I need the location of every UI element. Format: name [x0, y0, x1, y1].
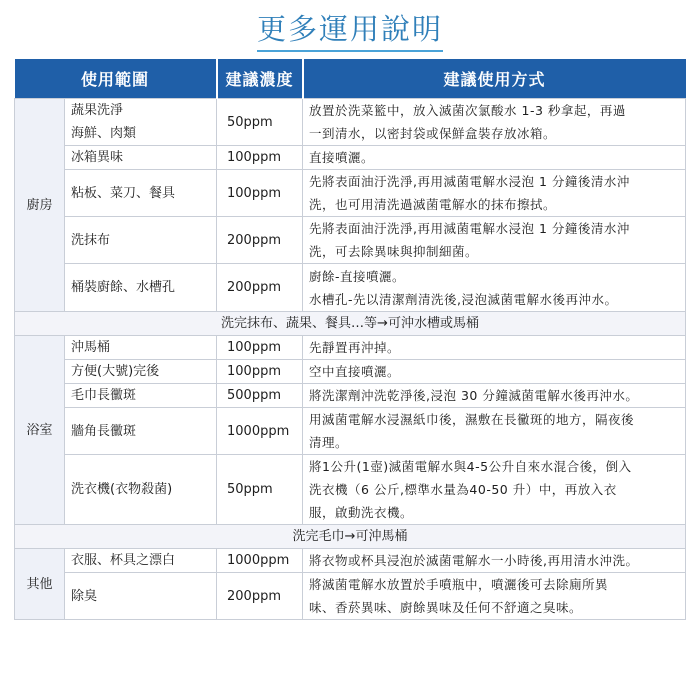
note-row: [15, 312, 686, 336]
usage-table: [14, 59, 686, 620]
category-kitchen: 廚房: [15, 99, 65, 312]
method-line: 空中直接噴灑。: [309, 364, 401, 379]
method-text: [303, 336, 686, 360]
concentration-value: 100ppm: [217, 170, 303, 217]
method-text: [303, 384, 686, 408]
table-row: [15, 573, 686, 620]
method-text: [303, 217, 686, 264]
method-line: 將衣物或杯具浸泡於滅菌電解水一小時後,再用清水沖洗。: [309, 553, 639, 568]
method-line: 廚餘-直接噴灑。: [309, 268, 406, 284]
header-row: [15, 59, 686, 99]
usage-item: [65, 146, 217, 170]
method-line: 先靜置再沖掉。: [309, 340, 401, 355]
note-bathroom: 洗完毛巾→可沖馬桶: [15, 525, 686, 549]
method-line: 清理。: [309, 435, 349, 450]
concentration-value: 200ppm: [217, 264, 303, 312]
method-line: 先將表面油汙洗淨,再用滅菌電解水浸泡 1 分鐘後清水沖: [309, 221, 630, 236]
usage-item-label: 毛巾長黴斑: [71, 388, 137, 403]
concentration-value: 50ppm: [217, 455, 303, 525]
usage-item: [65, 408, 217, 455]
table-row: [15, 455, 686, 525]
table-row: [15, 99, 686, 146]
usage-item-label: 除臭: [71, 588, 98, 604]
page-title: [0, 6, 700, 52]
concentration-value: 100ppm: [217, 360, 303, 384]
header-method: 建議使用方式: [303, 59, 686, 99]
usage-item: [65, 384, 217, 408]
header-scope: 使用範圍: [15, 59, 217, 99]
title-underline: [257, 50, 443, 52]
usage-item: [65, 336, 217, 360]
concentration-value: 200ppm: [217, 217, 303, 264]
method-text: [303, 360, 686, 384]
table-row: [15, 336, 686, 360]
usage-item: [65, 455, 217, 525]
usage-item-label: 牆角長黴斑: [71, 423, 137, 439]
method-text: [303, 573, 686, 620]
method-text: [303, 264, 686, 312]
table-row: [15, 170, 686, 217]
method-line: 放置於洗菜籃中，放入滅菌次氯酸水 1-3 秒拿起，再過: [309, 103, 626, 118]
concentration-value: 500ppm: [217, 384, 303, 408]
method-text: [303, 170, 686, 217]
usage-item-label: 沖馬桶: [71, 340, 111, 355]
method-line: 洗，可去除異味與抑制細菌。: [309, 244, 479, 259]
usage-item: [65, 549, 217, 573]
table-row: [15, 360, 686, 384]
usage-item: [65, 264, 217, 312]
method-line: 用滅菌電解水浸濕紙巾後，濕敷在長黴斑的地方，隔夜後: [309, 412, 635, 427]
usage-item: [65, 99, 217, 146]
method-line: 水槽孔-先以清潔劑清洗後,浸泡滅菌電解水後再沖水。: [309, 291, 618, 307]
note-kitchen: 洗完抹布、蔬果、餐具…等→可沖水槽或馬桶: [15, 312, 686, 336]
method-text: [303, 146, 686, 170]
method-line: 洗衣機（6 公斤,標準水量為40-50 升）中，再放入衣: [309, 482, 617, 497]
table-row: [15, 146, 686, 170]
usage-item-label: 方便(大號)完後: [71, 364, 160, 379]
method-line: 味、香菸異味、廚餘異味及任何不舒適之臭味。: [309, 600, 583, 615]
table-row: [15, 384, 686, 408]
usage-item: [65, 573, 217, 620]
usage-table-body: [15, 99, 686, 620]
method-line: 將洗潔劑沖洗乾淨後,浸泡 30 分鐘滅菌電解水後再沖水。: [309, 388, 639, 403]
concentration-value: 100ppm: [217, 336, 303, 360]
usage-item-label: 桶裝廚餘、水槽孔: [71, 280, 176, 295]
method-text: [303, 99, 686, 146]
usage-item-label: 衣服、杯具之漂白: [71, 553, 176, 568]
method-text: [303, 549, 686, 573]
method-line: 洗，也可用清洗過滅菌電解水的抹布擦拭。: [309, 197, 557, 212]
usage-item: [65, 360, 217, 384]
concentration-value: 200ppm: [217, 573, 303, 620]
concentration-value: 100ppm: [217, 146, 303, 170]
concentration-value: 50ppm: [217, 99, 303, 146]
usage-item-label: 海鮮、肉類: [71, 126, 137, 141]
table-row: [15, 264, 686, 312]
page-title-text: 更多運用說明: [256, 12, 443, 46]
table-row: [15, 408, 686, 455]
method-line: 將滅菌電解水放置於手噴瓶中，噴灑後可去除廁所異: [309, 577, 609, 592]
method-line: 將1公升(1壺)滅菌電解水與4-5公升自來水混合後，倒入: [309, 459, 632, 474]
method-line: 服，啟動洗衣機。: [309, 505, 414, 520]
concentration-value: 1000ppm: [217, 549, 303, 573]
header-concentration: 建議濃度: [217, 59, 303, 99]
category-other: 其他: [15, 549, 65, 620]
usage-item-label: 洗抹布: [71, 232, 111, 248]
usage-item-label: 冰箱異味: [71, 150, 124, 165]
usage-item-label: 蔬果洗淨: [71, 103, 124, 118]
table-row: [15, 549, 686, 573]
usage-item: [65, 217, 217, 264]
usage-item-label: 粘板、菜刀、餐具: [71, 185, 176, 201]
table-row: [15, 217, 686, 264]
category-bathroom: 浴室: [15, 336, 65, 525]
method-text: [303, 408, 686, 455]
concentration-value: 1000ppm: [217, 408, 303, 455]
method-line: 一到清水，以密封袋或保鮮盒裝存放冰箱。: [309, 126, 557, 141]
note-row: [15, 525, 686, 549]
usage-item-label: 洗衣機(衣物殺菌): [71, 482, 173, 497]
usage-item: [65, 170, 217, 217]
method-line: 先將表面油汙洗淨,再用滅菌電解水浸泡 1 分鐘後清水沖: [309, 174, 630, 189]
method-line: 直接噴灑。: [309, 150, 375, 165]
method-text: [303, 455, 686, 525]
